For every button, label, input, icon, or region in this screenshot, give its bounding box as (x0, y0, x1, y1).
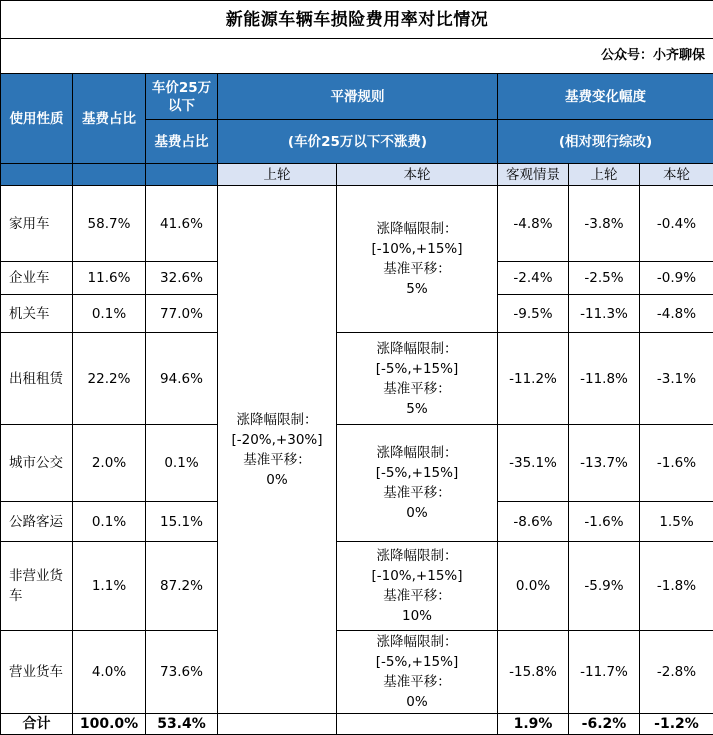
chg-prev-cell: -13.7% (569, 425, 640, 502)
share25-cell: 41.6% (146, 186, 218, 262)
table-row (1, 631, 713, 714)
objective-cell: -15.8% (498, 631, 569, 714)
chg-this-cell: -1.6% (640, 425, 713, 502)
chg-prev-cell: -3.8% (569, 186, 640, 262)
header-usage: 使用性质 (1, 74, 73, 164)
header-base-share: 基费占比 (73, 74, 146, 164)
chg-this-cell: 1.5% (640, 502, 713, 542)
this-rule-cell: 涨降幅限制： [-10%,+15%] 基准平移： 5% (337, 186, 498, 333)
chg-prev-cell: -1.6% (569, 502, 640, 542)
header-change-note: (相对现行综改) (498, 120, 713, 164)
chg-this-cell: -0.4% (640, 186, 713, 262)
total-share: 100.0% (73, 714, 146, 735)
chg-this-cell: -1.8% (640, 542, 713, 631)
chg-this-cell: -2.8% (640, 631, 713, 714)
usage-cell: 营业货车 (1, 631, 73, 714)
this-rule-cell: 涨降幅限制： [-5%,+15%] 基准平移： 0% (337, 631, 498, 714)
table-row (1, 186, 713, 262)
chg-prev-cell: -11.7% (569, 631, 640, 714)
share-cell: 4.0% (73, 631, 146, 714)
total-label: 合计 (1, 714, 73, 735)
header-change: 基费变化幅度 (498, 74, 713, 120)
share25-cell: 0.1% (146, 425, 218, 502)
objective-cell: -8.6% (498, 502, 569, 542)
this-rule-cell: 涨降幅限制： [-5%,+15%] 基准平移： 0% (337, 425, 498, 542)
table-row (1, 333, 713, 425)
share-cell: 0.1% (73, 295, 146, 333)
total-chg-prev: -6.2% (569, 714, 640, 735)
share-cell: 22.2% (73, 333, 146, 425)
usage-cell: 家用车 (1, 186, 73, 262)
chg-this-cell: -0.9% (640, 262, 713, 295)
header-under25-bottom: 基费占比 (146, 120, 218, 164)
this-rule-cell: 涨降幅限制： [-10%,+15%] 基准平移： 10% (337, 542, 498, 631)
chg-this-cell: -3.1% (640, 333, 713, 425)
table-row (1, 425, 713, 502)
objective-cell: -35.1% (498, 425, 569, 502)
share25-cell: 32.6% (146, 262, 218, 295)
share25-cell: 73.6% (146, 631, 218, 714)
share-cell: 11.6% (73, 262, 146, 295)
share25-cell: 77.0% (146, 295, 218, 333)
share-cell: 2.0% (73, 425, 146, 502)
chg-prev-cell: -11.3% (569, 295, 640, 333)
total-share25: 53.4% (146, 714, 218, 735)
share25-cell: 94.6% (146, 333, 218, 425)
total-row (1, 714, 713, 735)
chg-prev-cell: -5.9% (569, 542, 640, 631)
header-chg-this: 本轮 (640, 164, 713, 186)
share-cell: 0.1% (73, 502, 146, 542)
objective-cell: -9.5% (498, 295, 569, 333)
header-prev-round: 上轮 (218, 164, 337, 186)
table-row (1, 542, 713, 631)
chg-this-cell: -4.8% (640, 295, 713, 333)
total-chg-this: -1.2% (640, 714, 713, 735)
usage-cell: 城市公交 (1, 425, 73, 502)
usage-cell: 出租租赁 (1, 333, 73, 425)
usage-cell: 公路客运 (1, 502, 73, 542)
page-title: 新能源车辆车损险费用率对比情况 (1, 1, 713, 39)
chg-prev-cell: -2.5% (569, 262, 640, 295)
chg-prev-cell: -11.8% (569, 333, 640, 425)
header-smoothing-note: (车价25万以下不涨费) (218, 120, 498, 164)
usage-cell: 企业车 (1, 262, 73, 295)
usage-cell: 非营业货车 (1, 542, 73, 631)
share-cell: 1.1% (73, 542, 146, 631)
objective-cell: -4.8% (498, 186, 569, 262)
usage-cell: 机关车 (1, 295, 73, 333)
objective-cell: 0.0% (498, 542, 569, 631)
share25-cell: 87.2% (146, 542, 218, 631)
share-cell: 58.7% (73, 186, 146, 262)
this-rule-cell: 涨降幅限制： [-5%,+15%] 基准平移： 5% (337, 333, 498, 425)
header-chg-prev: 上轮 (569, 164, 640, 186)
header-smoothing: 平滑规则 (218, 74, 498, 120)
header-under25-top: 车价25万以下 (146, 74, 218, 120)
prev-rule-cell: 涨降幅限制： [-20%,+30%] 基准平移： 0% (218, 186, 337, 714)
objective-cell: -11.2% (498, 333, 569, 425)
share25-cell: 15.1% (146, 502, 218, 542)
total-objective: 1.9% (498, 714, 569, 735)
objective-cell: -2.4% (498, 262, 569, 295)
header-this-round: 本轮 (337, 164, 498, 186)
header-objective: 客观情景 (498, 164, 569, 186)
source-credit: 公众号：小齐聊保 (1, 39, 713, 74)
